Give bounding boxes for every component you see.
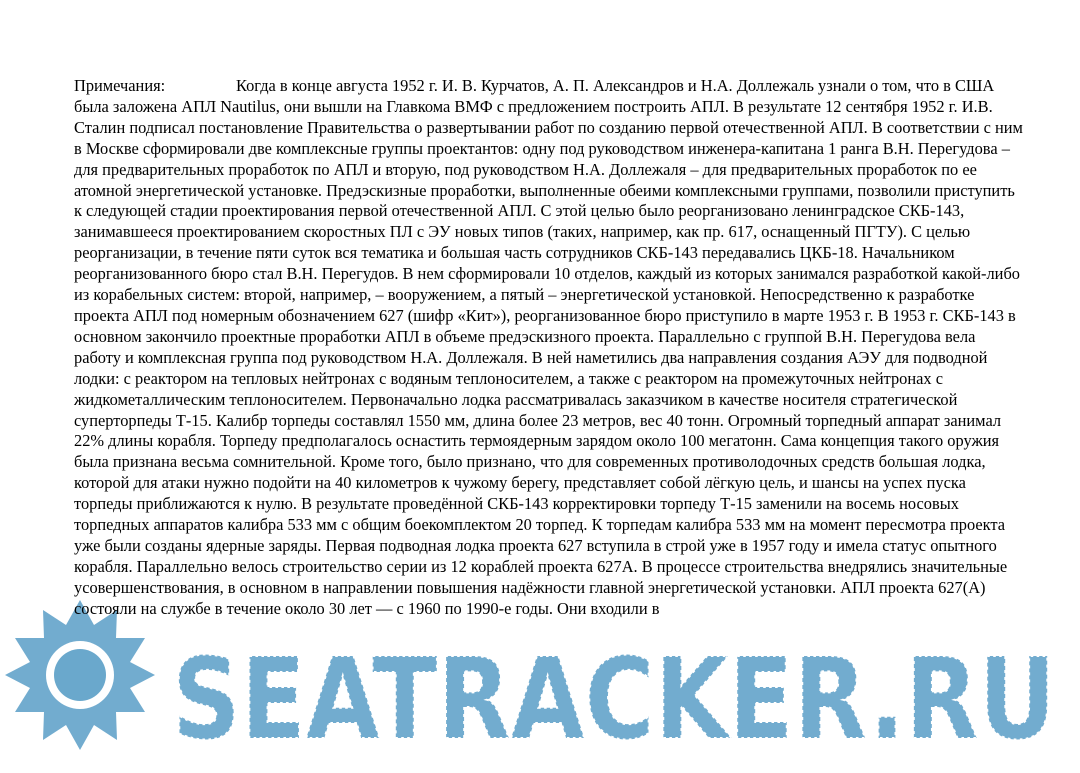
sun-burst-icon [5, 600, 155, 750]
notes-text: Когда в конце августа 1952 г. И. В. Курчатов, А. П. Александров и Н.А. Доллежаль узнали о том, что в США была заложена АПЛ Nautilus, они вышли на Главкома ВМФ с предложением построить АПЛ. В результате 12 сентября 1952 г. И.В. Сталин подписал постановление Правительства о развертывании работ по созданию первой отечественной АПЛ. В соответствии с ним в Москве сформировали две комплексные группы проектантов: одну под руководством инженера-капитана 1 ранга В.Н. Перегудова – для предварительных проработок по АПЛ и вторую, под руководством Н.А. Доллежаля – для предварительных проработок по ее атомной энергетической установке. Предэскизные проработки, выполненные обеими комплексными группами, позволили приступить к следующей стадии проектирования первой отечественной АПЛ. С этой целью было реорганизовано ленинградское СКБ-143, занимавшееся проектированием скоростных ПЛ с ЭУ новых типов (таких, например, как пр. 617, оснащенный ПГТУ). С целью реорганизации, в течение пяти суток вся тематика и большая часть сотрудников СКБ-143 передавались ЦКБ-18. Начальником реорганизованного бюро стал В.Н. Перегудов. В нем сформировали 10 отделов, каждый из которых занимался разработкой какой-либо из корабельных систем: второй, например, – вооружением, а пятый – энергетической установкой. Непосредственно к разработке проекта АПЛ под номерным обозначением 627 (шифр «Кит»), реорганизованное бюро приступило в марте 1953 г. В 1953 г. СКБ-143 в основном закончило проектные проработки АПЛ в объеме предэскизного проекта. Параллельно с группой В.Н. Перегудова вела работу и комплексная группа под руководством Н.А. Доллежаля. В ней наметились два направления создания АЭУ для подводной лодки: с реактором на тепловых нейтронах с водяным теплоносителем, а также с реактором на промежуточных нейтронах с жидкометаллическим теплоносителем. Первоначально лодка рассматривалась заказчиком в качестве носителя стратегической суперторпеды Т-15. Калибр торпеды составлял 1550 мм, длина более 23 метров, вес 40 тонн. Огромный торпедный аппарат занимал 22% длины корабля. Торпеду предполагалось оснастить термоядерным зарядом около 100 мегатонн. Сама концепция такого оружия была признана весьма сомнительной. Кроме того, было признано, что для современных противолодочных средств большая лодка, которой для атаки нужно подойти на 40 километров к чужому берегу, представляет собой лёгкую цель, и шансы на успех пуска торпеды приближаются к нулю. В результате проведённой СКБ-143 корректировки торпеду Т-15 заменили на восемь носовых торпедных аппаратов калибра 533 мм с общим боекомплектом 20 торпед. К торпедам калибра 533 мм на момент пересмотра проекта уже были созданы ядерные заряды. Первая подводная лодка проекта 627 вступила в строй уже в 1957 году и имела статус опытного корабля. Параллельно велось строительство серии из 12 кораблей проекта 627А. В процессе строительства внедрялись значительные усовершенствования, в основном в направлении повышения надёжности главной энергетической установки. АПЛ проекта 627(А) состояли на службе в течение около 30 лет — с 1960 по 1990-е годы. Они входили в [74, 76, 1023, 618]
document-body [74, 76, 1024, 620]
notes-paragraph [74, 76, 1024, 620]
notes-label: Примечания: [74, 76, 166, 95]
watermark-seatracker [0, 600, 1080, 773]
watermark-text: SEATRACKER.RU [172, 635, 1056, 765]
